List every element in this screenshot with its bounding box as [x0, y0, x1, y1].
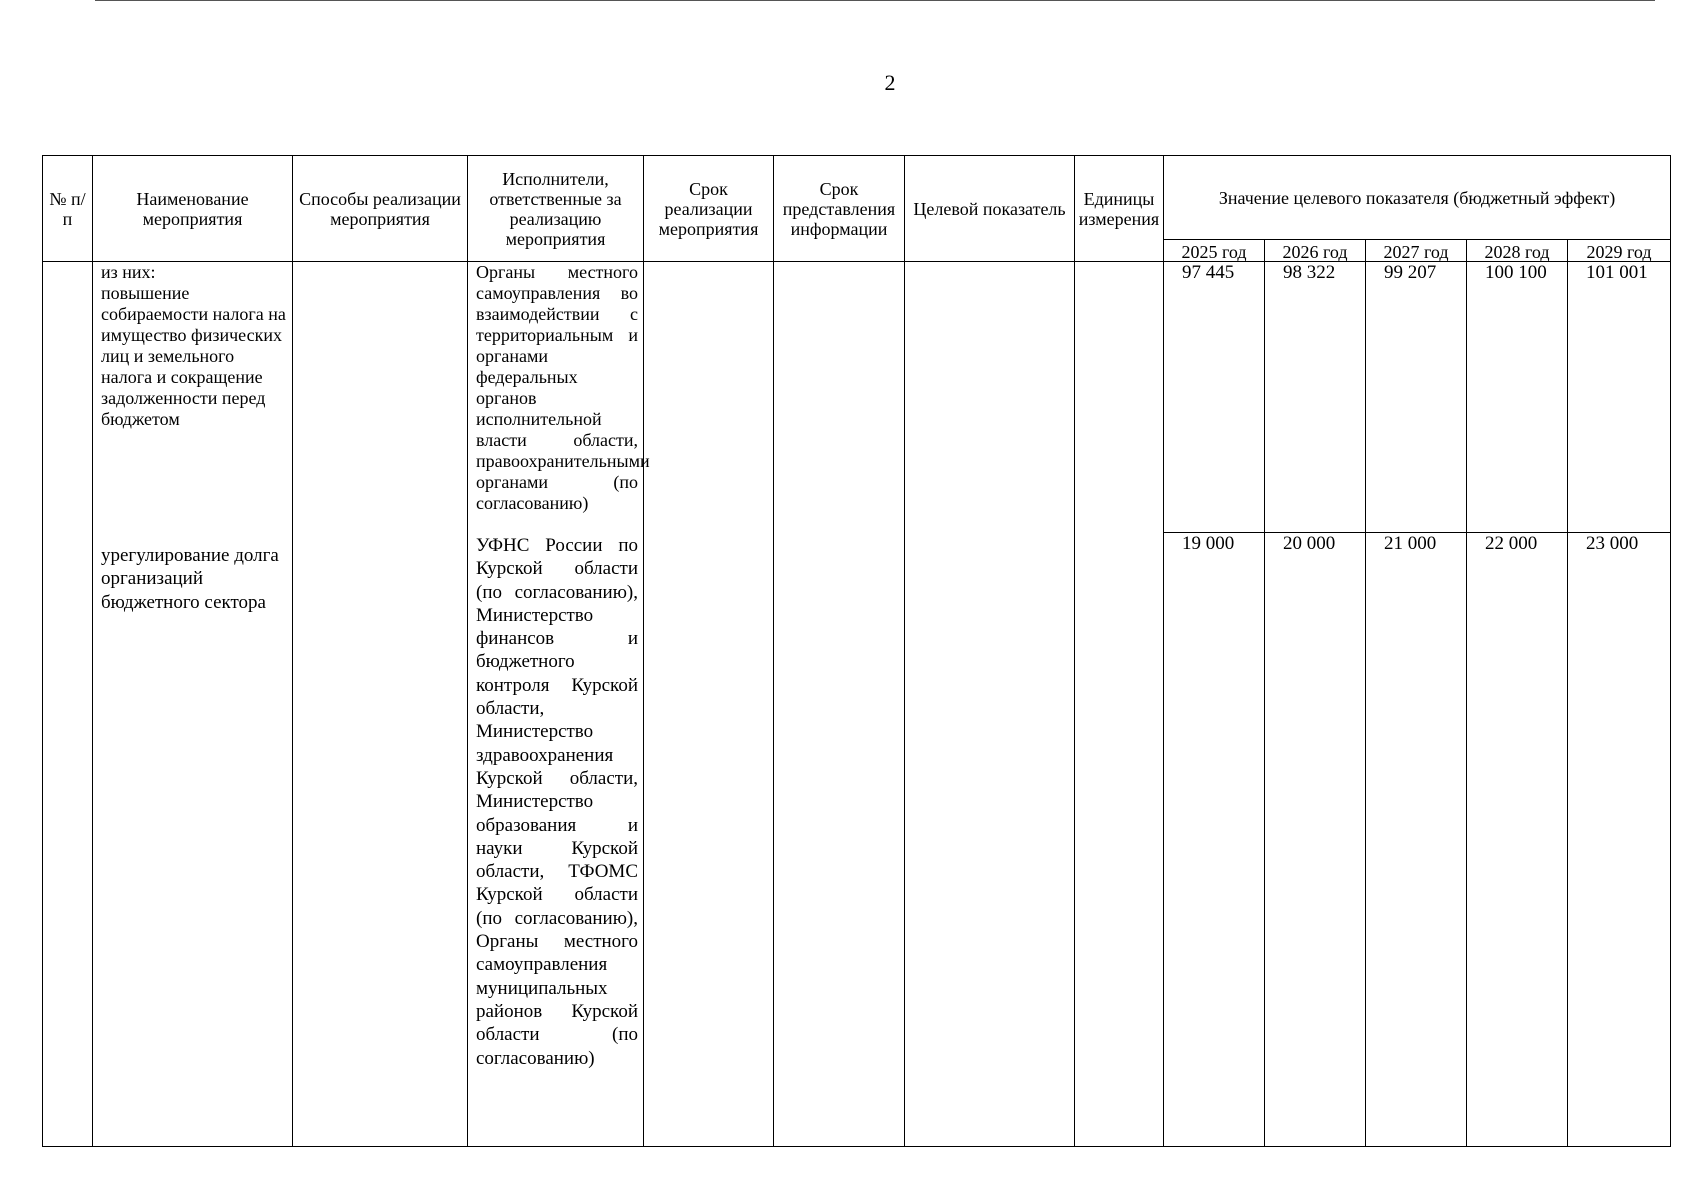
- value-row1-2029: 101 001: [1568, 262, 1670, 533]
- header-year-2027: 2027 год: [1366, 240, 1467, 262]
- header-year-2025: 2025 год: [1164, 240, 1265, 262]
- unit-cell: [1075, 262, 1164, 1147]
- header-num: № п/п: [43, 156, 93, 262]
- header-target: Целевой показатель: [905, 156, 1075, 262]
- executors-2: УФНС России по Курской области (по согласованию), Министерство финансов и бюджетного контроля Курской области, Министерство здравоохранения Курской области, Министерство образования и науки Курской области, ТФОМС Курской области (по согласованию), Органы местного самоуправления муниципальных районов Курской области (по согласованию): [476, 535, 638, 1069]
- num-cell: [43, 262, 93, 1147]
- value-row2-2026: 20 000: [1283, 533, 1336, 554]
- page-number: 2: [884, 70, 896, 95]
- value-2028-cell: [1467, 262, 1568, 1147]
- value-2027-cell: [1366, 262, 1467, 1147]
- value-row2-2027: 21 000: [1384, 533, 1437, 554]
- value-row1-2025: 97 445: [1164, 262, 1264, 533]
- methods-cell: [293, 262, 468, 1147]
- header-value-group: Значение целевого показателя (бюджетный эффект): [1164, 156, 1671, 240]
- header-year-2028: 2028 год: [1467, 240, 1568, 262]
- header-year-2029: 2029 год: [1568, 240, 1671, 262]
- header-term: Срок реализации мероприятия: [644, 156, 774, 262]
- header-methods: Способы реализации мероприятия: [293, 156, 468, 262]
- header-year-2026: 2026 год: [1265, 240, 1366, 262]
- value-row2-2028: 22 000: [1485, 533, 1538, 554]
- name-cell: [93, 262, 293, 1147]
- report-term-cell: [774, 262, 905, 1147]
- value-row1-2027: 99 207: [1366, 262, 1466, 533]
- value-row1-2028: 100 100: [1467, 262, 1567, 533]
- measures-table: [42, 155, 1671, 1147]
- header-report-term: Срок представления информации: [774, 156, 905, 262]
- value-row1-2026: 98 322: [1265, 262, 1365, 533]
- value-row2-2029: 23 000: [1586, 533, 1639, 554]
- value-2025-cell: [1164, 262, 1265, 1147]
- top-border-line: [95, 0, 1655, 1]
- executors-1: Органы местного самоуправления во взаимодействии с территориальным и органами федеральных органов исполнительной власти области, правоохранительными органами (по согласованию): [476, 262, 650, 513]
- executors-cell: [468, 262, 650, 1147]
- measure-name-2: урегулирование долга организаций бюджетного сектора: [101, 545, 279, 613]
- header-executors: Исполнители, ответственные за реализацию мероприятия: [468, 156, 644, 262]
- measure-name-1: из них: повышение собираемости налога на имущество физических лиц и земельного налога и сокращение задолженности перед бюджетом: [101, 262, 286, 429]
- value-2026-cell: [1265, 262, 1366, 1147]
- value-row2-2025: 19 000: [1182, 533, 1235, 554]
- value-2029-cell: [1568, 262, 1671, 1147]
- header-name: Наименование мероприятия: [93, 156, 293, 262]
- term-cell: [644, 262, 774, 1147]
- header-unit: Единицы измерения: [1075, 156, 1164, 262]
- target-cell: [905, 262, 1075, 1147]
